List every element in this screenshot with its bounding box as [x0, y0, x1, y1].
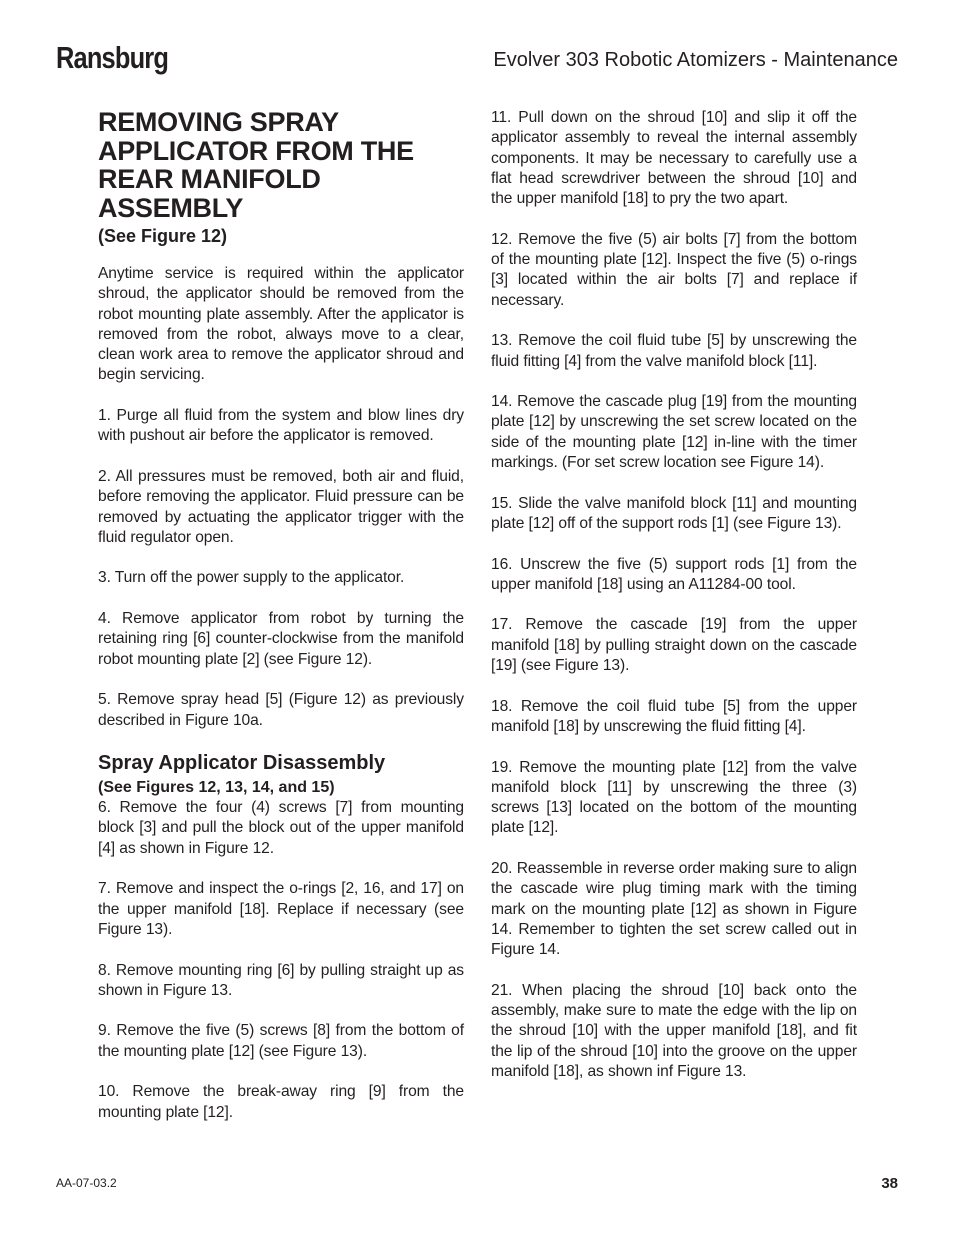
step-8: 8. Remove mounting ring [6] by pulling straight up as shown in Figure 13. [98, 961, 464, 999]
step-19: 19. Remove the mounting plate [12] from the valve manifold block [11] by unscrewing the three (3) screws [13] located on the bottom of the mounting plate [12]. [491, 758, 857, 837]
main-subheading: (See Figure 12) [98, 226, 228, 246]
step-5: 5. Remove spray head [5] (Figure 12) as previously described in Figure 10a. [98, 691, 464, 729]
step-4: 4. Remove applicator from robot by turning the retaining ring [6] counter-clockwise from the manifold robot mounting plate [2] (see Figure 12). [98, 610, 464, 668]
step-12: 12. Remove the five (5) air bolts [7] from the bottom of the mounting plate [12]. Inspect the five (5) o-rings [3] located within the air bolts [7] and replace if necessary. [491, 230, 857, 309]
document-title: Evolver 303 Robotic Atomizers - Maintenance [493, 49, 898, 71]
right-column [491, 108, 857, 1103]
step-9: 9. Remove the five (5) screws [8] from the bottom of the mounting plate [12] (see Figure 13). [98, 1022, 464, 1060]
section-subheading: (See Figures 12, 13, 14, and 15) [98, 779, 335, 797]
section-heading: Spray Applicator Disassembly [98, 752, 386, 775]
step-18: 18. Remove the coil fluid tube [5] from the upper manifold [18] by unscrewing the fluid fitting [4]. [491, 697, 857, 735]
step-13: 13. Remove the coil fluid tube [5] by unscrewing the fluid fitting [4] from the valve manifold block [11]. [491, 332, 857, 370]
step-6: 6. Remove the four (4) screws [7] from mounting block [3] and pull the block out of the upper manifold [4] as shown in Figure 12. [98, 799, 464, 857]
brand-logo: Ransburg [56, 40, 169, 75]
page-number: 38 [881, 1175, 898, 1192]
step-17: 17. Remove the cascade [19] from the upper manifold [18] by pulling straight down on the cascade [19] (see Figure 13). [491, 616, 857, 675]
step-20: 20. Reassemble in reverse order making sure to align the cascade wire plug timing mark with the timing mark on the mounting plate [12] as shown in Figure 14. Remember to tighten the set screw called out in Figure 14. [491, 859, 857, 959]
step-1: 1. Purge all fluid from the system and blow lines dry with pushout air before the applicator is removed. [98, 407, 464, 445]
main-heading: REMOVING SPRAY APPLICATOR FROM THE REAR MANIFOLD ASSEMBLY [98, 107, 414, 223]
step-10: 10. Remove the break-away ring [9] from the mounting plate [12]. [98, 1083, 464, 1121]
step-14: 14. Remove the cascade plug [19] from the mounting plate [12] by unscrewing the set screw located on the side of the mounting plate [12] in-line with the timer markings. (For set screw location see Figure 14). [491, 393, 857, 472]
left-column [98, 108, 464, 1143]
step-2: 2. All pressures must be removed, both air and fluid, before removing the applicator. Fluid pressure can be removed by actuating the applicator trigger with the fluid regulator open. [98, 467, 464, 546]
intro-paragraph: Anytime service is required within the applicator shroud, the applicator should be removed from the robot mounting plate assembly. After the applicator is removed from the robot, always move to a clear, clean work area to remove the applicator shroud and begin servicing. [98, 265, 464, 384]
step-16: 16. Unscrew the five (5) support rods [1] from the upper manifold [18] using an A11284-00 tool. [491, 555, 857, 593]
step-11: 11. Pull down on the shroud [10] and slip it off the applicator assembly to reveal the internal assembly components. It may be necessary to carefully use a flat head screwdriver between the shroud [10] and the upper manifold [18] to pry the two apart. [491, 109, 857, 208]
step-7: 7. Remove and inspect the o-rings [2, 16, and 17] on the upper manifold [18]. Replace if necessary (see Figure 13). [98, 880, 464, 938]
step-15: 15. Slide the valve manifold block [11] and mounting plate [12] off of the support rods [1] (see Figure 13). [491, 494, 857, 532]
document-number: AA-07-03.2 [56, 1176, 117, 1190]
step-3: 3. Turn off the power supply to the applicator. [98, 569, 405, 587]
step-21: 21. When placing the shroud [10] back onto the assembly, make sure to mate the edge with the lip on the shroud [10] with the upper manifold [18], and fit the lip of the shroud [10] into the groove on the upper manifold [18], as shown inf Figure 13. [491, 981, 857, 1080]
